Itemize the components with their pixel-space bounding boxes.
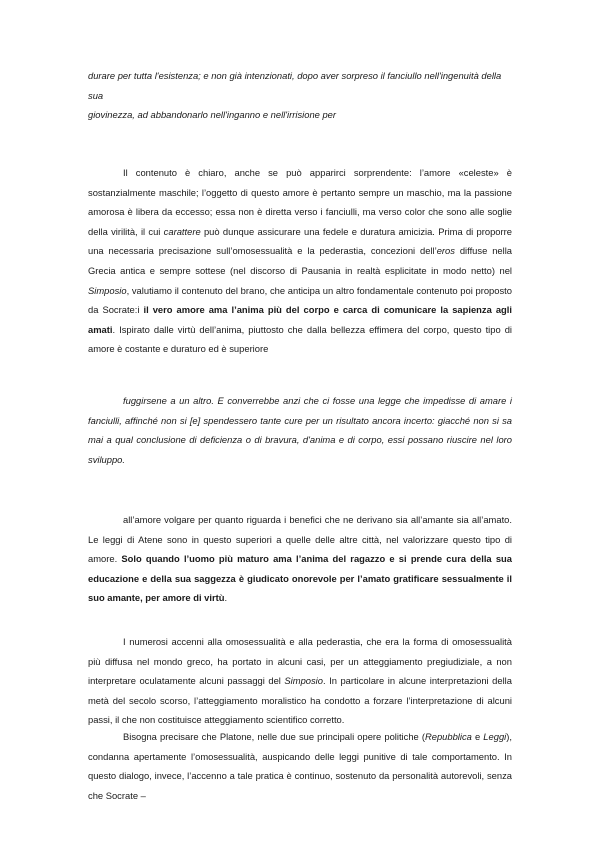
quote-block-1	[88, 66, 512, 125]
text-segment: Il contenuto è chiaro, anche se può apparirci sorprendente: l’amore «celeste» è sostanzialmente maschile; l’oggetto di questo amore è pertanto sempre un maschio, ma la passione amorosa è libera da eccesso; essa non è diretta verso i fanciulli, ma verso color che sono alle soglie della virilità, il cui	[88, 167, 512, 237]
text-segment: .	[224, 592, 228, 604]
text-segment: . Ispirato dalle virtù dell’anima, piuttosto che dalla bellezza effimera del corpo, questo tipo di amore è costante e duraturo ed è superiore	[88, 323, 512, 355]
text-segment: può dunque assicurare una fedele e duratura amicizia. Prima di proporre una necessaria precisazione sull’omosessualità e la pederastia, concezioni dell’	[88, 225, 512, 257]
text-segment: Simposio	[88, 284, 127, 296]
text-segment: . In particolare in alcune interpretazioni della metà del secolo scorso, l’atteggiamento moralistico ha condotto a forzare l’interpretazione di alcuni passi, il che non costituisce atteggiamento scientifico corretto.	[88, 675, 512, 726]
text-segment: e	[471, 731, 484, 742]
text-segment: I numerosi accenni alla omosessualità e alla pederastia, che era la forma di omosessualità più diffusa nel mondo greco, ha portato in alcuni casi, per un atteggiamento pregiudiziale, a non interpretare oculatamente alcuni passaggi del	[88, 636, 512, 687]
text-segment: , valutiamo il contenuto del brano, che anticipa un altro fondamentale contenuto poi proposto da Socrate:i	[88, 284, 512, 316]
text-segment: Leggi	[483, 731, 507, 742]
text-segment: Simposio	[284, 675, 323, 687]
text-segment: carattere	[163, 225, 201, 237]
body-paragraph-1	[88, 163, 512, 359]
text-segment: eros	[436, 245, 455, 257]
quote-line-1: durare per tutta l'esistenza; e non già intenzionati, dopo aver sorpreso il fanciullo nell'ingenuità della sua	[88, 70, 502, 101]
body-paragraph-4	[88, 727, 512, 805]
text-segment: Bisogna precisare che Platone, nelle due sue principali opere politiche (	[123, 731, 425, 742]
text-segment: ), condanna apertamente l’omosessualità, auspicando delle leggi punitive di tale comportamento. In questo dialogo, invece, l’accenno a tale pratica è continuo, sostenuto da personalità autorevoli, senza che Socrate –	[88, 731, 512, 801]
text-segment: Repubblica	[424, 731, 472, 742]
quote-line-2: giovinezza, ad abbandonarlo nell'inganno e nell'irrisione per	[88, 109, 337, 121]
body-paragraph-3	[88, 632, 512, 730]
text-segment: diffuse nella Grecia antica e sempre sottese (nel discorso di Pausania in realtà esplicitate in modo netto) nel	[88, 245, 512, 276]
text-segment: Solo quando l’uomo più maturo ama l’anima del ragazzo e si prende cura della sua educazione e della sua saggezza è giudicato onorevole per l’amato gratificare sessualmente il suo amante, per amore di virtù	[88, 553, 512, 604]
quote-block-2: fuggirsene a un altro. E converrebbe anzi che ci fosse una legge che impedisse di amare i fanciulli, affinché non si [e] spendessero tante cure per un risultato ancora incerto: giacché non si sa mai a qual conclusione di deficienza o di bravura, d'anima e di corpo, essi possano riuscire nel loro sviluppo.	[88, 395, 512, 465]
text-segment: il vero amore ama l’anima più del corpo e carca di comunicare la sapienza agli amati	[88, 304, 512, 335]
body-paragraph-2	[88, 510, 512, 608]
text-segment: all’amore volgare per quanto riguarda i benefici che ne derivano sia all’amante sia all’amato. Le leggi di Atene sono in questo superiori a quelle delle altre città, nel valorizzare questo tipo di amore.	[88, 514, 512, 565]
